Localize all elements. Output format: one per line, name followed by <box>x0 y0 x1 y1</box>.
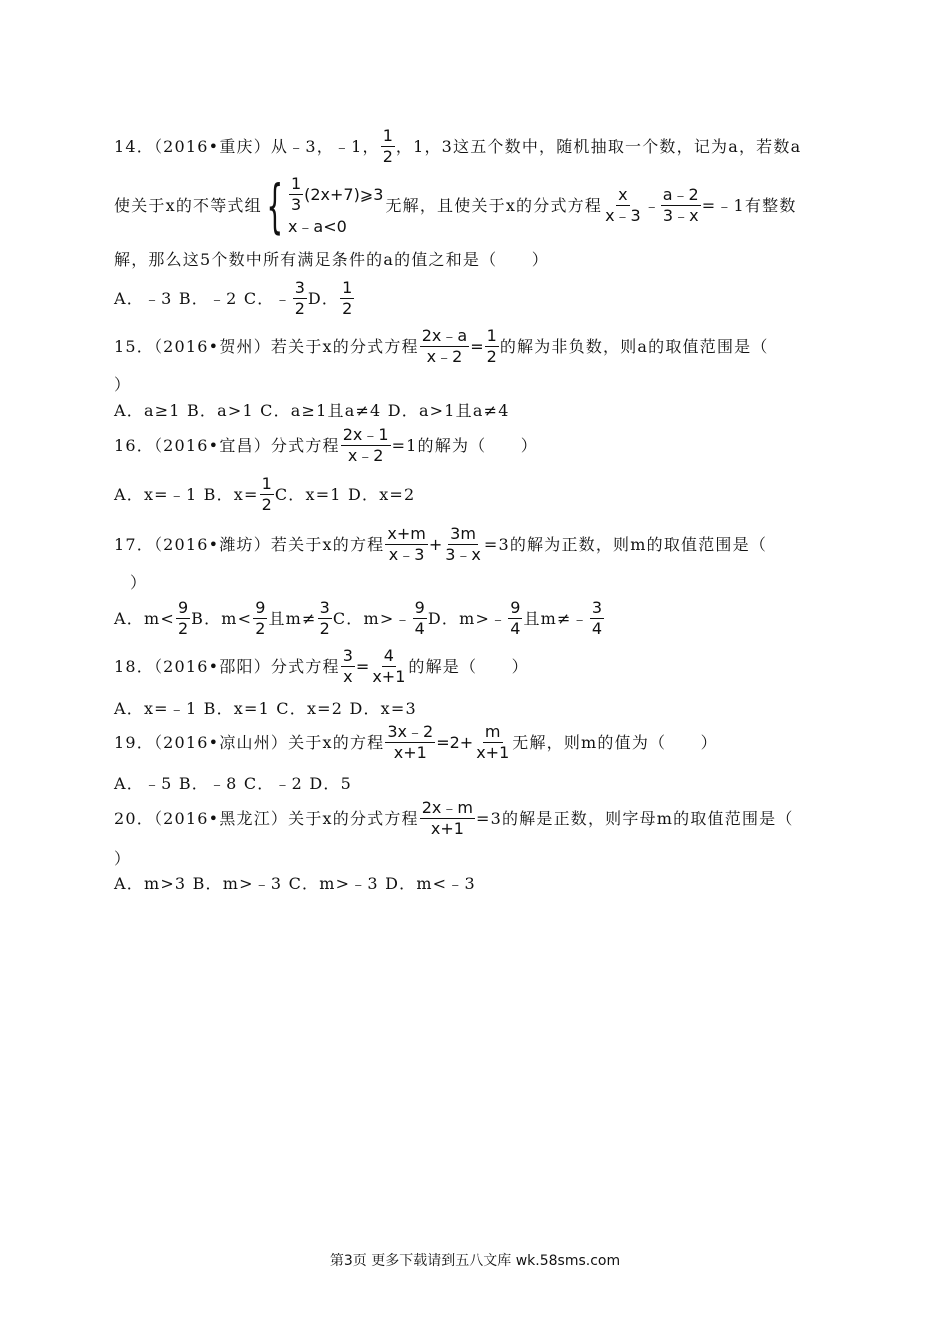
fraction <box>341 427 391 464</box>
fraction <box>260 476 274 513</box>
q14-text: 解，那么这5个数中所有满足条件的a的值之和是（ ） <box>114 250 549 269</box>
q17-options-text: C．m>﹣ <box>332 608 412 628</box>
fraction-denominator: 4 <box>591 619 603 638</box>
fraction-denominator: x﹣3 <box>388 545 425 564</box>
fraction <box>443 526 483 563</box>
fraction-denominator: 4 <box>510 619 521 638</box>
q14-line-3 <box>114 252 549 268</box>
brace-icon: { <box>266 171 284 240</box>
q17-line-2 <box>130 575 147 591</box>
fraction-denominator: 2 <box>486 347 497 366</box>
fraction-numerator: 1 <box>342 278 353 297</box>
fraction-denominator: 2 <box>319 619 330 638</box>
q19-line-1 <box>114 724 718 761</box>
system-row <box>288 176 384 213</box>
q15-line-2 <box>114 377 131 393</box>
q14-options-text: D． <box>307 288 340 308</box>
fraction-numerator: 3 <box>294 278 305 297</box>
q15-options-text: A．a≥1 B．a>1 C．a≥1且a≠4 D．a>1且a≠4 <box>114 401 510 420</box>
fraction-denominator: x﹣3 <box>605 206 641 225</box>
system-row <box>288 176 384 235</box>
fraction-numerator: x <box>618 185 628 204</box>
equals-sign: = <box>355 656 370 676</box>
fraction <box>293 280 307 317</box>
fraction-numerator: 3 <box>342 646 353 665</box>
fraction <box>385 724 435 761</box>
fraction-numerator: 3 <box>591 598 603 617</box>
fraction-numerator: a﹣2 <box>662 185 699 204</box>
fraction-denominator: 2 <box>342 299 353 318</box>
fraction-numerator: 9 <box>177 598 189 617</box>
fraction-numerator: 9 <box>255 598 266 617</box>
q17-options-text: D．m>﹣ <box>427 608 508 628</box>
fraction-numerator: 1 <box>382 126 393 145</box>
q14-options <box>114 280 355 317</box>
fraction <box>385 526 427 563</box>
fraction-numerator: 3 <box>319 598 330 617</box>
fraction <box>176 600 190 637</box>
fraction-numerator: 2x﹣a <box>421 326 468 345</box>
fraction <box>420 328 469 365</box>
q19-options <box>114 776 352 792</box>
q15-text: 的解为非负数，则a的取值范围是（ <box>499 336 769 356</box>
fraction-numerator: 1 <box>261 474 272 493</box>
q16-options <box>114 476 415 513</box>
q20-text: 20．（2016•黑龙江）关于x的分式方程 <box>114 808 419 828</box>
fraction-denominator: 3 <box>290 195 302 214</box>
fraction-numerator: 9 <box>510 598 521 617</box>
q18-line-1 <box>114 648 529 685</box>
fraction <box>340 280 354 317</box>
q16-options-text: C．x=1 D．x=2 <box>274 484 416 504</box>
fraction-numerator: m <box>484 722 501 741</box>
q17-line-1 <box>114 526 767 563</box>
page-footer: 第3页 更多下载请到五八文库 wk.58sms.com <box>329 1253 621 1269</box>
q16-line-1 <box>114 427 538 464</box>
fraction <box>420 800 475 837</box>
fraction-numerator: x+m <box>387 524 426 543</box>
fraction <box>661 187 701 224</box>
fraction <box>474 724 511 761</box>
q17-options-text: A．m< <box>114 608 175 628</box>
fraction <box>289 176 303 213</box>
q16-options-text: A．x=﹣1 B．x= <box>114 484 259 504</box>
fraction <box>253 600 267 637</box>
fraction-denominator: x <box>343 667 353 686</box>
q16-text: 16．（2016•宜昌）分式方程 <box>114 435 340 455</box>
fraction-denominator: 2 <box>177 619 189 638</box>
q14-text: 使关于x的不等式组 <box>114 195 262 215</box>
fraction-numerator: 1 <box>290 174 302 193</box>
fraction <box>341 648 355 685</box>
minus-sign: ﹣ <box>643 195 660 215</box>
fraction-denominator: x+1 <box>430 819 464 838</box>
q20-options <box>114 876 476 892</box>
q18-text: 的解是（ ） <box>408 656 529 676</box>
q17-text: 17．（2016•潍坊）若关于x的方程 <box>114 534 385 554</box>
q20-options-text: A．m>3 B．m>﹣3 C．m>﹣3 D．m<﹣3 <box>114 874 476 893</box>
fraction <box>603 187 643 224</box>
q14-options-text: A．﹣3 B．﹣2 C．﹣ <box>114 288 292 308</box>
system-row <box>288 219 384 235</box>
fraction-numerator: 3m <box>450 524 476 543</box>
fraction-denominator: 2 <box>294 299 305 318</box>
fraction <box>590 600 604 637</box>
q14-line-1 <box>114 128 801 165</box>
q17-options-text: B．m< <box>191 608 253 628</box>
fraction-denominator: x+1 <box>372 667 406 686</box>
q19-text: 19．（2016•凉山州）关于x的方程 <box>114 732 385 752</box>
q14-line-2 <box>114 171 797 240</box>
fraction <box>381 128 395 165</box>
equals-sign: = <box>470 336 484 356</box>
fraction-denominator: 4 <box>414 619 425 638</box>
q20-text: =3的解是正数，则字母m的取值范围是（ <box>476 808 794 828</box>
q18-options-text: A．x=﹣1 B．x=1 C．x=2 D．x=3 <box>114 699 417 718</box>
q17-text: ） <box>130 573 148 592</box>
fraction-numerator: 1 <box>486 326 497 345</box>
fraction-denominator: 2 <box>255 619 266 638</box>
fraction <box>370 648 407 685</box>
q14-text: ，1，3这五个数中，随机抽取一个数，记为a，若数a <box>395 136 802 156</box>
q15-text: 15．（2016•贺州）若关于x的分式方程 <box>114 336 419 356</box>
q17-options-text: 且m≠ <box>268 608 317 628</box>
q17-options <box>114 600 605 637</box>
q15-text: ） <box>114 375 132 394</box>
fraction-denominator: 2 <box>382 147 393 166</box>
q14-text: =﹣1有整数 <box>701 195 797 215</box>
q18-text: 18．（2016•邵阳）分式方程 <box>114 656 340 676</box>
q15-options <box>114 403 510 419</box>
inequality-2: x﹣a<0 <box>287 217 347 236</box>
fraction-numerator: 3x﹣2 <box>387 722 434 741</box>
q20-text: ） <box>114 849 132 868</box>
fraction <box>413 600 427 637</box>
fraction-numerator: 2x﹣m <box>421 798 473 817</box>
q19-text: 无解，则m的值为（ ） <box>512 732 718 752</box>
fraction-numerator: 9 <box>414 598 425 617</box>
fraction-numerator: 2x﹣1 <box>342 425 389 444</box>
equation-middle: =2+ <box>436 732 474 752</box>
fraction-denominator: 3﹣x <box>445 545 481 564</box>
q15-line-1 <box>114 328 769 365</box>
q20-line-2 <box>114 851 131 867</box>
inequality-system <box>264 171 384 240</box>
fraction-denominator: 3﹣x <box>662 206 699 225</box>
q17-options-text: 且m≠﹣ <box>523 608 589 628</box>
q17-text: =3的解为正数，则m的取值范围是（ <box>483 534 768 554</box>
fraction-denominator: x+1 <box>476 743 510 762</box>
q20-line-1 <box>114 800 794 837</box>
fraction-denominator: x+1 <box>393 743 427 762</box>
q16-text: =1的解为（ ） <box>391 435 538 455</box>
fraction-denominator: x﹣2 <box>347 446 384 465</box>
q14-text: 无解，且使关于x的分式方程 <box>385 195 603 215</box>
q19-options-text: A．﹣5 B．﹣8 C．﹣2 D．5 <box>114 774 352 793</box>
fraction-numerator: 4 <box>383 646 394 665</box>
inequality-1: (2x+7)⩾3 <box>304 184 384 204</box>
fraction-denominator: x﹣2 <box>426 347 463 366</box>
q18-options <box>114 701 417 717</box>
fraction <box>485 328 499 365</box>
fraction <box>318 600 332 637</box>
fraction-denominator: 2 <box>261 495 272 514</box>
fraction <box>508 600 522 637</box>
plus-sign: + <box>428 534 443 554</box>
q14-text: 14．（2016•重庆）从﹣3，﹣1， <box>114 136 380 156</box>
